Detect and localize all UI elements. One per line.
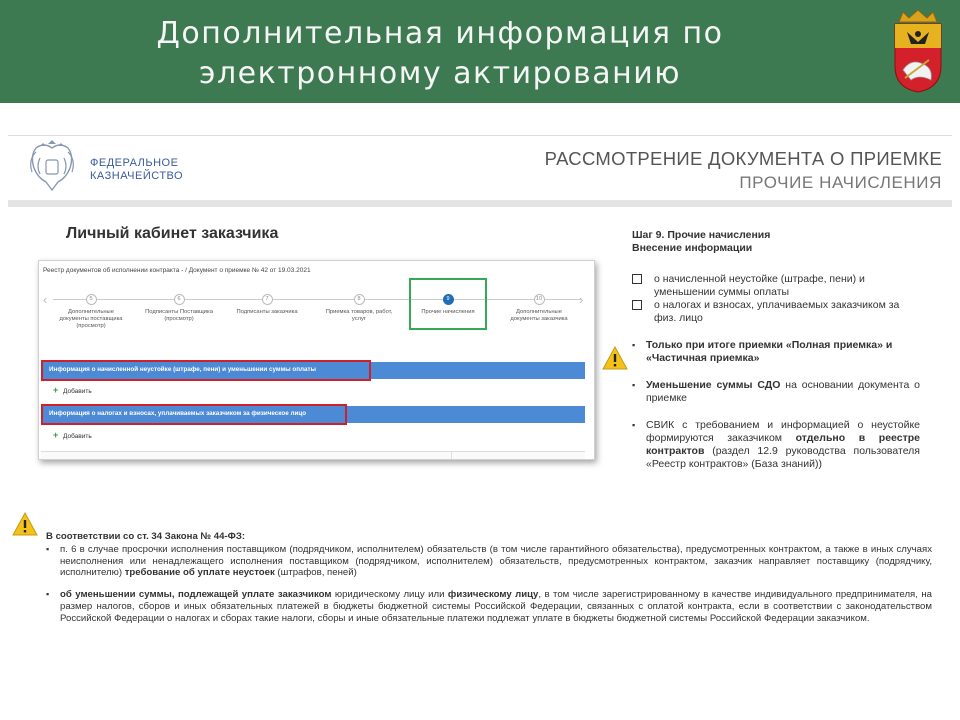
law-title: В соответствии со ст. 34 Закона № 44-ФЗ: xyxy=(46,531,246,542)
plus-icon: + xyxy=(53,385,59,395)
divider xyxy=(8,135,952,136)
embedded-screenshot xyxy=(38,260,595,460)
bullet-text: СВИК с требованием и информацией о неустойке формируются заказчиком xyxy=(646,419,920,444)
bullet-2 xyxy=(632,379,920,405)
chevron-left-icon[interactable]: ‹ xyxy=(43,292,48,307)
double-headed-eagle-icon xyxy=(22,138,82,198)
chevron-right-icon[interactable]: › xyxy=(579,292,584,307)
bullet-icon: ▪ xyxy=(46,589,50,600)
banner-title-line2: электронному актированию xyxy=(199,56,681,91)
law-item-end: (штрафов, пеней) xyxy=(274,567,357,579)
law-item-bold-2: физическому лицу xyxy=(447,589,539,601)
warning-icon xyxy=(12,512,38,536)
law-section xyxy=(46,531,932,625)
step-label: Прочие начисления xyxy=(421,309,475,315)
step-label: Подписанты Поставщика (просмотр) xyxy=(145,309,213,322)
check-item-text: о налогах и взносах, уплачиваемых заказчиком за физ. лицо xyxy=(654,299,900,324)
bullet-1 xyxy=(632,339,920,365)
checkbox-icon xyxy=(632,274,642,284)
red-highlight-2 xyxy=(41,404,347,425)
banner-title xyxy=(0,14,880,94)
coat-of-arms-icon xyxy=(889,8,947,94)
logo-line2: КАЗНАЧЕЙСТВО xyxy=(90,170,184,182)
left-title: Личный кабинет заказчика xyxy=(66,225,279,242)
step-number: 5 xyxy=(86,294,97,305)
slide-header-title: РАССМОТРЕНИЕ ДОКУМЕНТА О ПРИЕМКЕ xyxy=(544,148,942,169)
add-penalty-button[interactable] xyxy=(53,386,92,395)
check-item-1 xyxy=(632,273,920,299)
step-label: Приемка товаров, работ, услуг xyxy=(325,309,393,322)
step-number: 10 xyxy=(534,294,545,305)
bullet-icon: ▪ xyxy=(632,420,636,430)
bullet-text-end: (раздел 12.9 руководства пользователя «Реестр контрактов» (База знаний)) xyxy=(646,445,920,470)
law-item-1 xyxy=(46,544,932,579)
law-item-end: , в том числе зарегистрированному в качестве индивидуального предпринимателя, на размер налогов, сборов и иных обязательных платежей в бюджеты бюджетной системы Российской Федерации, связанных с оплатой контракта, если в соответствии с законодательством Российской Федерации о налогах и сборах такие налоги, сборы и иные обязательные платежи подлежат уплате в бюджеты бюджетной системы Российской Федерации заказчиком. xyxy=(60,589,932,624)
bullet-icon: ▪ xyxy=(632,340,636,350)
section-taxes-title: Информация о налогах и взносах, уплачиваемых заказчиком за физическое лицо xyxy=(49,410,307,417)
right-column xyxy=(632,229,920,471)
law-item-bold: требование об уплате неустоек xyxy=(124,567,275,579)
step-10[interactable] xyxy=(501,294,577,323)
title-banner xyxy=(0,0,960,103)
breadcrumb[interactable]: Реестр документов об исполнении контракта - / Документ о приемке № 42 от 19.03.2021 xyxy=(43,267,311,274)
bullet-text: Только при итоге приемки «Полная приемка» и «Частичная приемка» xyxy=(646,339,893,364)
checkbox-icon xyxy=(632,300,642,310)
law-item-text: юридическому лицу или xyxy=(331,589,448,601)
check-item-2 xyxy=(632,299,920,325)
step-number: 6 xyxy=(174,294,185,305)
step-8[interactable] xyxy=(319,294,399,323)
header-divider-bar xyxy=(8,200,952,207)
step-5[interactable] xyxy=(53,294,129,330)
step-7[interactable] xyxy=(229,294,305,316)
slide-header-subtitle: ПРОЧИЕ НАЧИСЛЕНИЯ xyxy=(739,173,942,192)
step-number: 9 xyxy=(443,294,454,305)
step-title: Шаг 9. Прочие начисления xyxy=(632,229,771,241)
bullet-text-bold: отдельно в реестре контрактов xyxy=(646,432,920,457)
banner-title-line1: Дополнительная информация по xyxy=(156,16,724,51)
step-6[interactable] xyxy=(143,294,215,323)
step-number: 8 xyxy=(354,294,365,305)
law-item-text: п. 6 в случае просрочки исполнения поставщиком (подрядчиком, исполнителем) обязательств (в том числе гарантийного обязательства), предусмотренных контрактом, а также в иных случаях неисполнения или ненадлежащего исполнения поставщиком (подрядчиком, исполнителем) обязательств, предусмотренных контрактом, заказчик направляет поставщику (подрядчику, исполнителю) xyxy=(60,543,932,579)
step-label: Дополнительные документы заказчика xyxy=(510,309,568,322)
active-step-highlight xyxy=(409,278,487,330)
bullet-icon: ▪ xyxy=(632,380,636,390)
bullet-text-bold: Уменьшение суммы СДО xyxy=(646,379,781,391)
add-label: Добавить xyxy=(63,388,92,395)
warning-icon xyxy=(602,346,628,370)
bullet-icon: ▪ xyxy=(46,543,50,554)
red-highlight-1 xyxy=(41,360,371,381)
add-tax-button[interactable] xyxy=(53,431,92,440)
check-item-text: о начисленной неустойке (штрафе, пени) и уменьшении суммы оплаты xyxy=(654,273,865,298)
step-subtitle: Внесение информации xyxy=(632,242,753,254)
grid-footer xyxy=(41,451,585,460)
bullet-text: на основании документа о приемке xyxy=(646,379,920,404)
section-penalty-title: Информация о начисленной неустойке (штрафе, пени) и уменьшении суммы оплаты xyxy=(49,366,316,373)
bullet-3 xyxy=(632,419,920,471)
step-label: Подписанты заказчика xyxy=(236,309,298,315)
step-number: 7 xyxy=(262,294,273,305)
add-label: Добавить xyxy=(63,433,92,440)
law-item-2 xyxy=(46,589,932,624)
logo-text xyxy=(90,157,183,183)
logo-line1: ФЕДЕРАЛЬНОЕ xyxy=(90,157,179,169)
plus-icon: + xyxy=(53,430,59,440)
step-label: Дополнительные документы поставщика (просмотр) xyxy=(59,309,123,329)
law-item-bold: об уменьшении суммы, подлежащей уплате заказчиком xyxy=(60,589,332,601)
